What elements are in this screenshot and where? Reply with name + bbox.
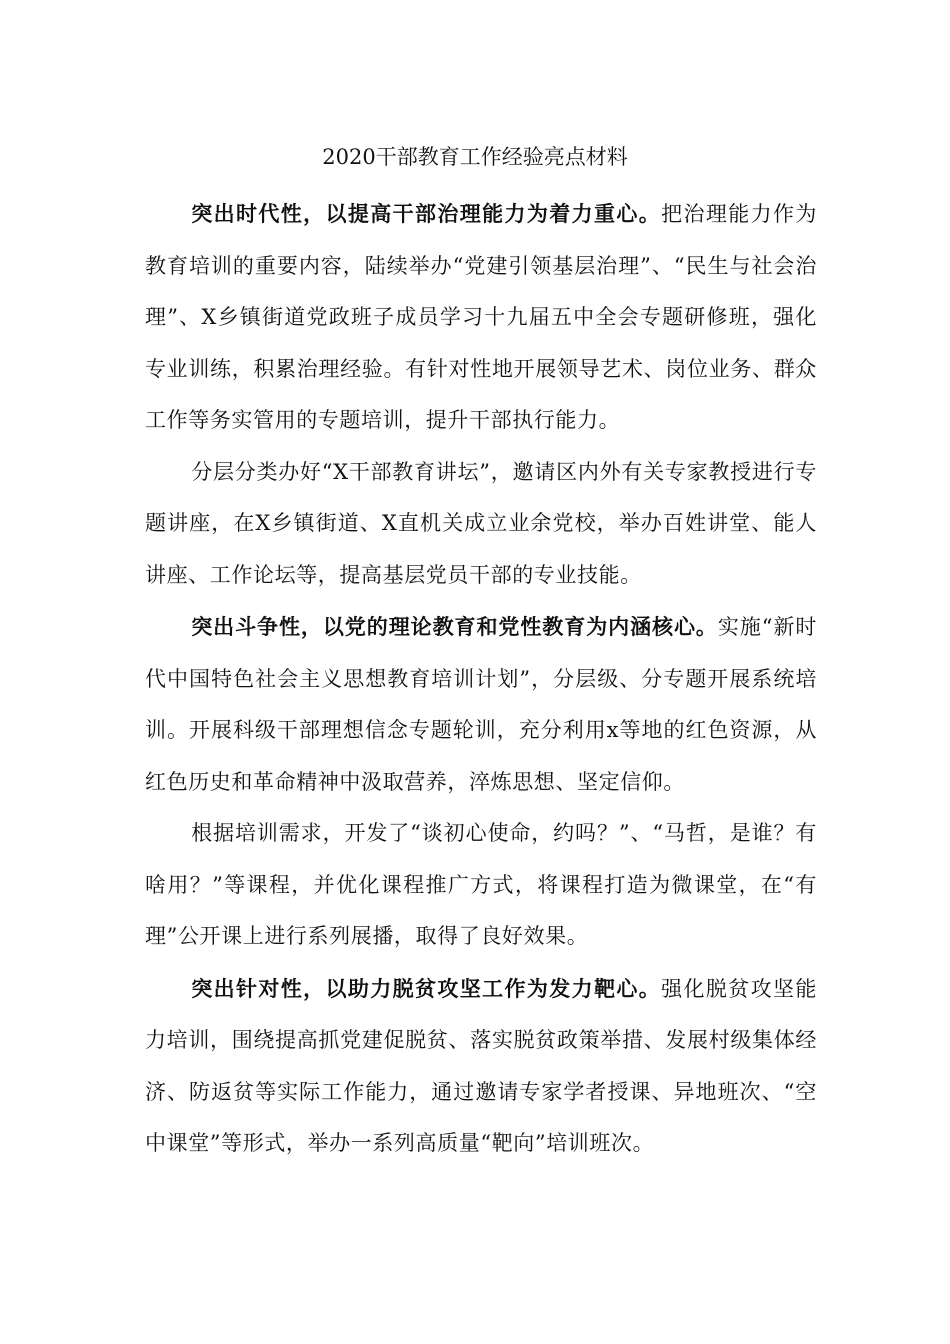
paragraph-5-heading: 突出针对性，以助力脱贫攻坚工作为发力靶心。 <box>191 975 662 1001</box>
paragraph-2 <box>145 447 817 602</box>
paragraph-3-text: 实施“新时代中国特色社会主义思想教育培训计划”，分层级、分专题开展系统培训。开展科级干部理想信念专题轮训，充分利用x等地的红色资源，从红色历史和革命精神中汲取营养，淬炼思想、坚定信仰。 <box>145 615 817 794</box>
paragraph-5 <box>145 963 817 1170</box>
paragraph-1-heading: 突出时代性，以提高干部治理能力为着力重心。 <box>191 201 662 226</box>
paragraph-3 <box>145 601 817 808</box>
paragraph-1-text: 把治理能力作为教育培训的重要内容，陆续举办“党建引领基层治理”、“民生与社会治理”、X乡镇街道党政班子成员学习十九届五中全会专题研修班，强化专业训练，积累治理经验。有针对性地开展领导艺术、岗位业务、群众工作等务实管用的专题培训，提升干部执行能力。 <box>145 202 817 432</box>
paragraph-2-text: 分层分类办好“X干部教育讲坛”，邀请区内外有关专家教授进行专题讲座，在X乡镇街道、X直机关成立业余党校，举办百姓讲堂、能人讲座、工作论坛等，提高基层党员干部的专业技能。 <box>145 459 817 587</box>
paragraph-5-text: 强化脱贫攻坚能力培训，围绕提高抓党建促脱贫、落实脱贫政策举措、发展村级集体经济、防返贫等实际工作能力，通过邀请专家学者授课、异地班次、“空中课堂”等形式，举办一系列高质量“靶向”培训班次。 <box>145 976 817 1155</box>
paragraph-3-heading: 突出斗争性，以党的理论教育和党性教育为内涵核心。 <box>191 614 718 639</box>
paragraph-1 <box>145 188 817 447</box>
paragraph-4 <box>145 808 817 963</box>
document-body <box>145 188 817 1170</box>
document-title: 2020干部教育工作经验亮点材料 <box>322 145 628 169</box>
paragraph-4-text: 根据培训需求，开发了“谈初心使命，约吗？”、“马哲，是谁？有啥用？”等课程，并优化课程推广方式，将课程打造为微课堂，在“有理”公开课上进行系列展播，取得了良好效果。 <box>145 821 817 948</box>
